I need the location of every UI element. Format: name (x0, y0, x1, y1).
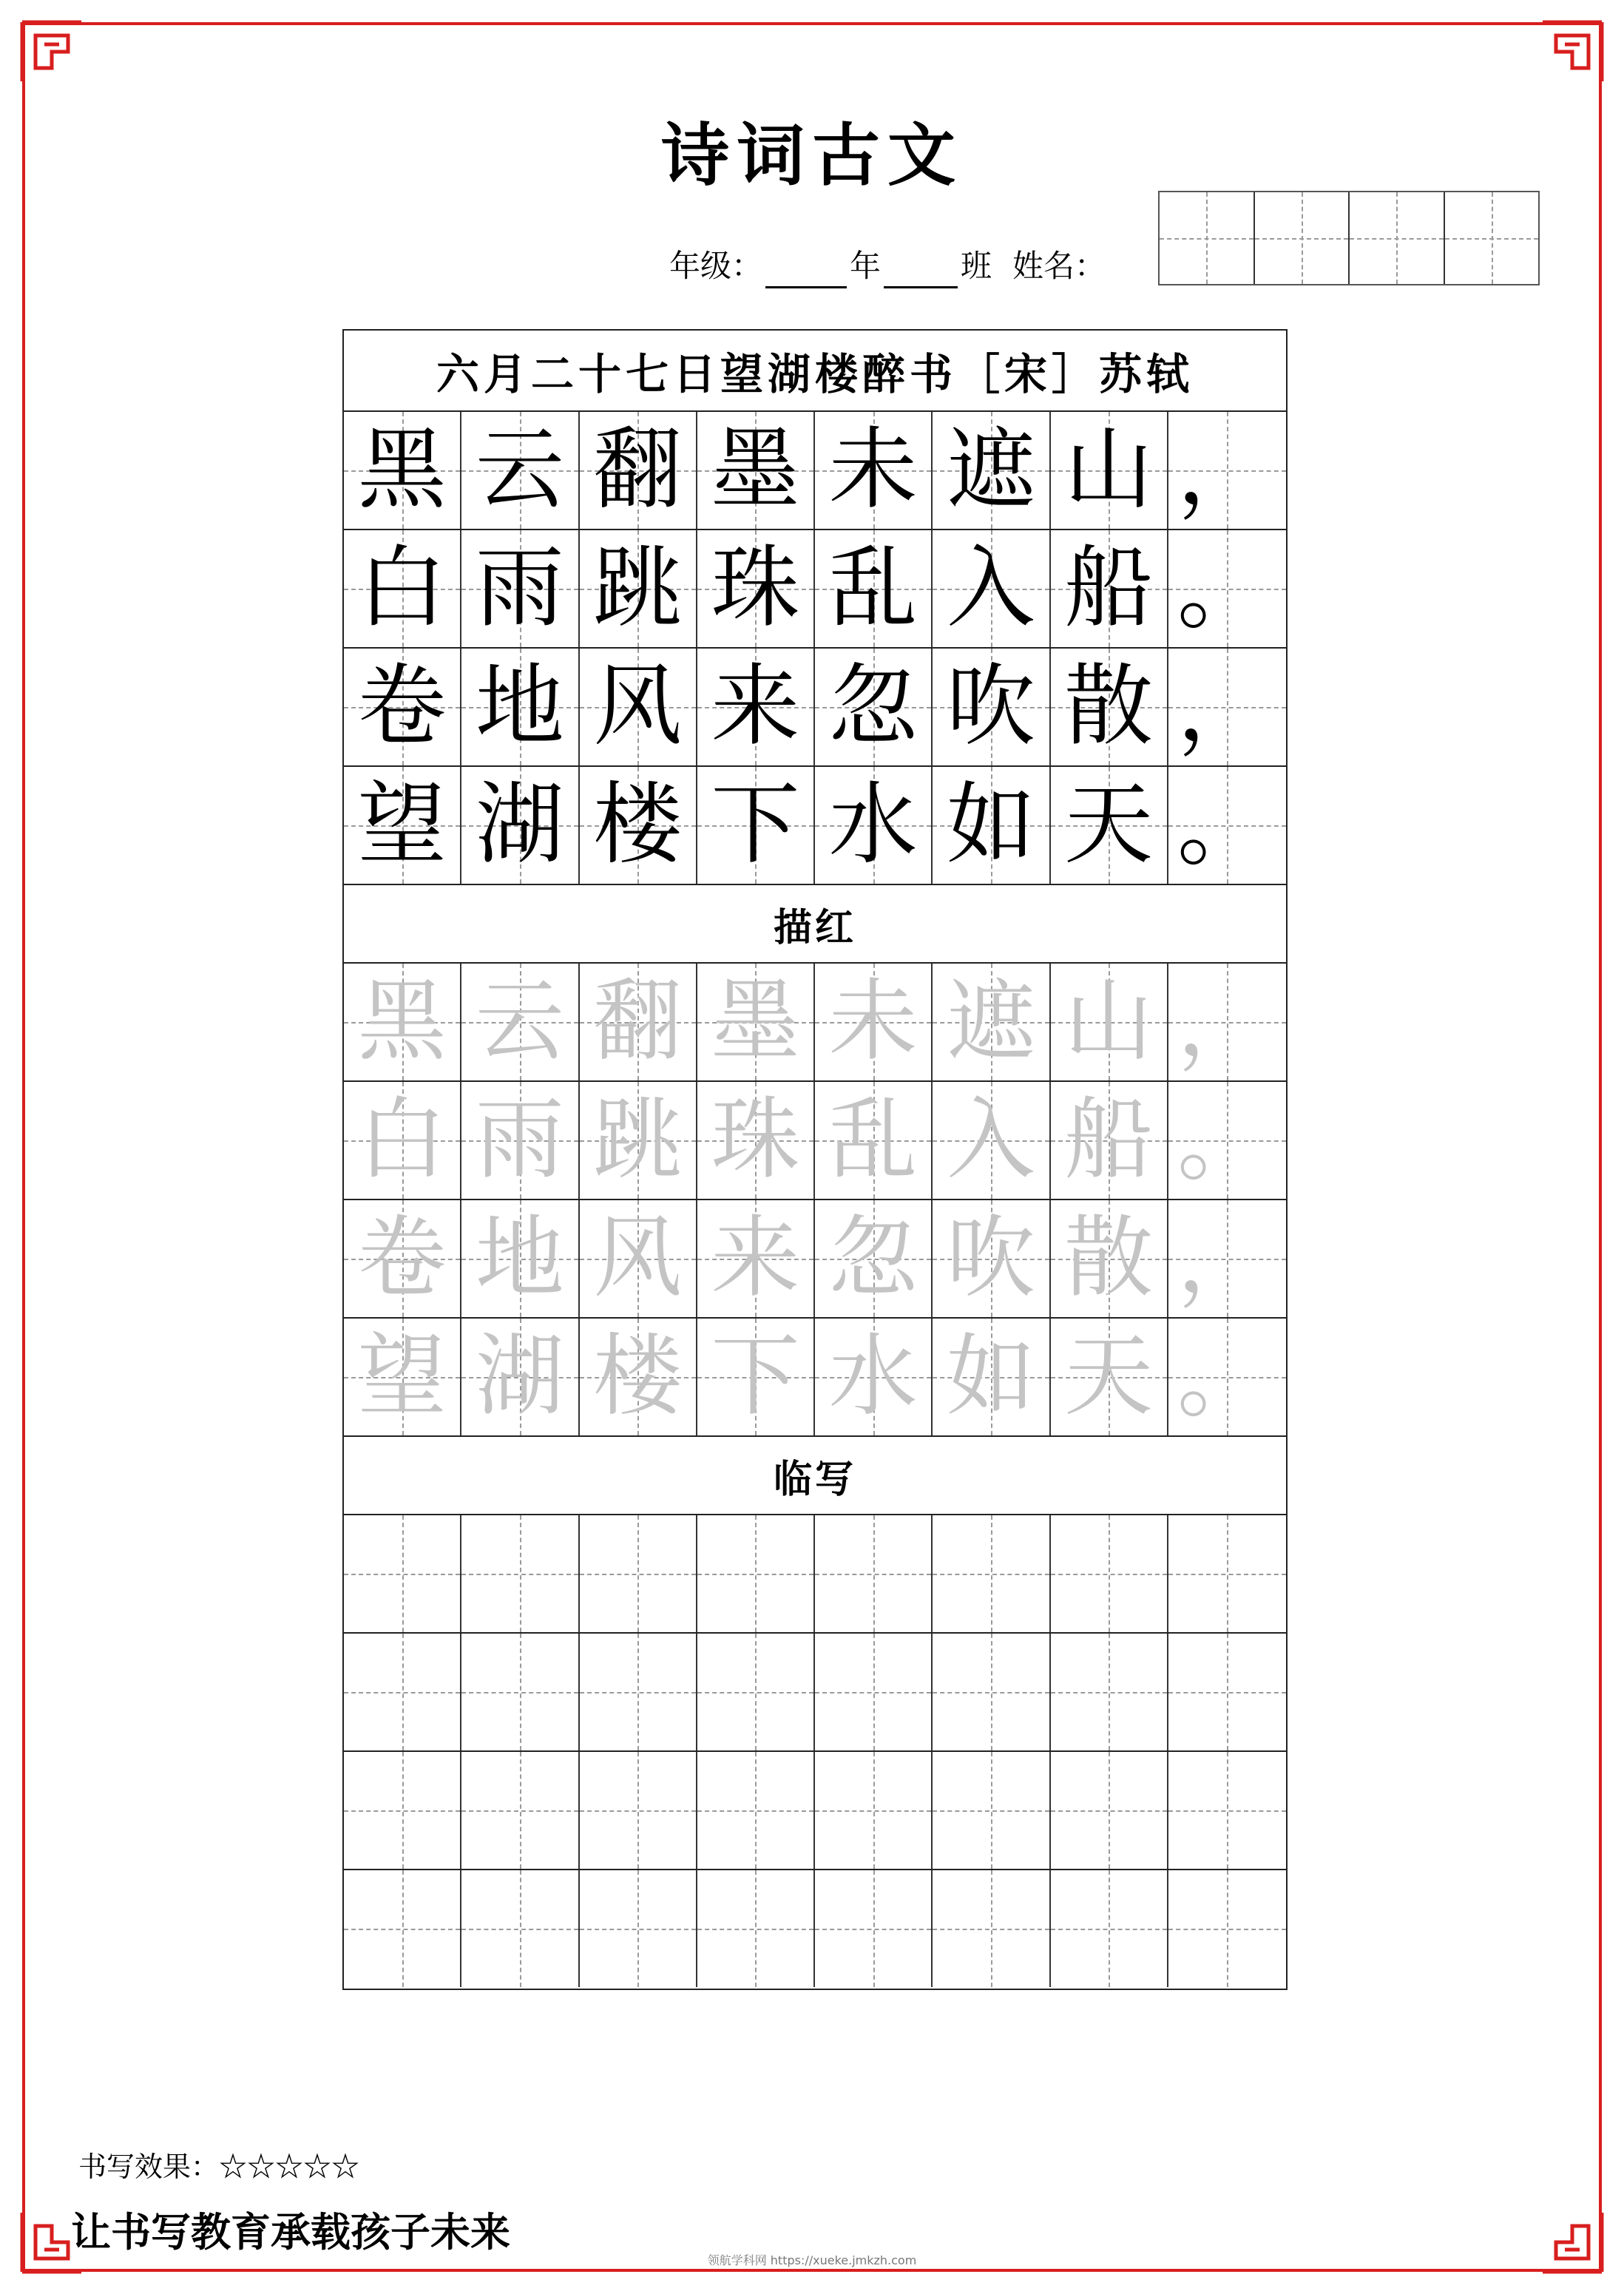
punctuation-char: ， (1177, 657, 1266, 760)
poem-char: 忽 (828, 655, 918, 758)
tian-grid-cell[interactable] (344, 1515, 461, 1632)
tian-grid-cell[interactable] (461, 1870, 579, 1987)
poem-trace-rows (344, 964, 1286, 1437)
tian-grid-cell (1168, 649, 1286, 765)
tian-grid-cell[interactable] (1168, 1515, 1286, 1632)
tian-grid-cell[interactable] (815, 1515, 933, 1632)
tian-grid-cell[interactable] (1051, 1515, 1168, 1632)
grid-row (344, 1082, 1286, 1200)
corner-ornament-bottom-right (1535, 2205, 1609, 2279)
poem-char: 下 (711, 774, 800, 876)
poem-char: 船 (1064, 537, 1154, 640)
tian-grid-cell[interactable] (933, 1515, 1050, 1632)
poem-char: 黑 (357, 970, 447, 1073)
tian-grid-cell (933, 1082, 1050, 1199)
poem-char: 入 (946, 1089, 1035, 1191)
tian-grid-cell[interactable] (580, 1634, 697, 1750)
tian-grid-cell (697, 649, 815, 765)
grid-row (344, 767, 1286, 885)
tian-grid-cell (697, 964, 815, 1080)
grid-row (344, 1870, 1286, 1989)
rating-stars[interactable]: ☆☆☆☆☆ (219, 2151, 360, 2183)
poem-char: 下 (711, 1325, 800, 1428)
tian-grid-cell (461, 767, 579, 884)
student-info-line (669, 244, 1106, 288)
tian-grid-cell (461, 530, 579, 647)
poem-char: 天 (1064, 774, 1154, 876)
corner-ornament-top-right (1535, 15, 1609, 89)
tian-grid-cell (344, 1082, 461, 1199)
poem-char: 卷 (357, 655, 447, 758)
tian-grid-cell[interactable] (1168, 1870, 1286, 1987)
tian-grid-cell (933, 964, 1050, 1080)
tian-grid-cell[interactable] (1051, 1752, 1168, 1869)
poem-char: 墨 (711, 419, 800, 521)
class-blank[interactable] (884, 251, 958, 288)
poem-char: 乱 (828, 1089, 918, 1191)
footer-watermark: 领航学科网 https://xueke.jmkzh.com (707, 2253, 917, 2267)
tian-grid-cell (580, 1200, 697, 1317)
poem-char: 未 (828, 419, 918, 521)
tian-grid-cell[interactable] (1168, 1752, 1286, 1869)
tian-grid-cell (580, 767, 697, 884)
poem-model-rows (344, 412, 1286, 885)
punctuation-char: ， (1177, 972, 1266, 1075)
poem-char: 地 (475, 1207, 564, 1310)
tian-grid-cell (344, 649, 461, 765)
poem-char: 吹 (946, 1207, 1035, 1310)
tian-grid-cell (1051, 1082, 1168, 1199)
tian-grid-cell (1168, 964, 1286, 1080)
tian-grid-cell (815, 530, 933, 647)
name-cell[interactable] (1255, 192, 1350, 284)
rating-label: 书写效果： (78, 2151, 220, 2183)
poem-char: 散 (1064, 1207, 1154, 1310)
tian-grid-cell[interactable] (344, 1870, 461, 1987)
writing-sheet (342, 329, 1288, 1990)
tian-grid-cell (1051, 1319, 1168, 1435)
punctuation-char: ， (1177, 421, 1266, 524)
poem-char: 入 (946, 537, 1035, 640)
tian-grid-cell[interactable] (580, 1752, 697, 1869)
grid-row (344, 649, 1286, 767)
tian-grid-cell (815, 1200, 933, 1317)
punctuation-char: 。 (1177, 539, 1266, 642)
tian-grid-cell (933, 1319, 1050, 1435)
tian-grid-cell (933, 412, 1050, 529)
poem-char: 来 (711, 1207, 800, 1310)
class-label: 班 (961, 248, 992, 284)
grade-label: 年级： (669, 248, 763, 284)
poem-char: 山 (1064, 970, 1154, 1073)
poem-char: 楼 (593, 1325, 683, 1428)
tian-grid-cell (1168, 530, 1286, 647)
poem-char: 天 (1064, 1325, 1154, 1428)
tian-grid-cell[interactable] (697, 1515, 815, 1632)
tian-grid-cell (580, 964, 697, 1080)
poem-char: 白 (357, 537, 447, 640)
tian-grid-cell (580, 1082, 697, 1199)
tian-grid-cell (461, 412, 579, 529)
tian-grid-cell (697, 1319, 815, 1435)
poem-char: 翻 (593, 419, 683, 521)
tian-grid-cell[interactable] (461, 1634, 579, 1750)
tian-grid-cell[interactable] (580, 1870, 697, 1987)
punctuation-char: 。 (1177, 1091, 1266, 1194)
tian-grid-cell (580, 1319, 697, 1435)
poem-char: 湖 (475, 1325, 564, 1428)
page-title: 诗词古文 (660, 115, 963, 195)
copy-section-label: 临写 (344, 1437, 1286, 1515)
poem-char: 卷 (357, 1207, 447, 1310)
tian-grid-cell (933, 1200, 1050, 1317)
tian-grid-cell (697, 530, 815, 647)
tian-grid-cell (1051, 412, 1168, 529)
tian-grid-cell (580, 649, 697, 765)
poem-char: 散 (1064, 655, 1154, 758)
grid-row (344, 964, 1286, 1082)
tian-grid-cell (815, 767, 933, 884)
poem-char: 如 (946, 1325, 1035, 1428)
tian-grid-cell (1168, 412, 1286, 529)
tian-grid-cell[interactable] (815, 1634, 933, 1750)
tian-grid-cell (1168, 1082, 1286, 1199)
tian-grid-cell (815, 1082, 933, 1199)
tian-grid-cell (1051, 964, 1168, 1080)
tian-grid-cell[interactable] (697, 1634, 815, 1750)
tian-grid-cell[interactable] (815, 1870, 933, 1987)
poem-char: 云 (475, 970, 564, 1073)
grid-row (344, 1634, 1286, 1752)
poem-char: 白 (357, 1089, 447, 1191)
tian-grid-cell (697, 1200, 815, 1317)
tian-grid-cell[interactable] (815, 1752, 933, 1869)
slogan: 让书写教育承载孩子未来 (71, 2208, 510, 2256)
tian-grid-cell (580, 412, 697, 529)
name-cell[interactable] (1445, 192, 1539, 284)
grid-row (344, 1200, 1286, 1319)
tian-grid-cell (461, 649, 579, 765)
poem-char: 黑 (357, 419, 447, 521)
corner-ornament-top-left (15, 15, 89, 89)
poem-char: 望 (357, 1325, 447, 1428)
poem-char: 珠 (711, 537, 800, 640)
grid-row (344, 1515, 1286, 1634)
tian-grid-cell (461, 964, 579, 1080)
punctuation-char: ， (1177, 1209, 1266, 1312)
tian-grid-cell (344, 964, 461, 1080)
poem-char: 遮 (946, 970, 1035, 1073)
poem-char: 未 (828, 970, 918, 1073)
grid-row (344, 1319, 1286, 1437)
year-label: 年 (850, 248, 882, 284)
poem-char: 地 (475, 655, 564, 758)
tian-grid-cell[interactable] (933, 1870, 1050, 1987)
poem-char: 跳 (593, 1089, 683, 1191)
poem-char: 雨 (475, 1089, 564, 1191)
poem-char: 风 (593, 1207, 683, 1310)
name-grid[interactable] (1158, 191, 1540, 285)
tian-grid-cell (344, 412, 461, 529)
tian-grid-cell (815, 1319, 933, 1435)
poem-char: 望 (357, 774, 447, 876)
poem-char: 翻 (593, 970, 683, 1073)
tian-grid-cell[interactable] (1168, 1634, 1286, 1750)
tian-grid-cell (815, 412, 933, 529)
grid-row (344, 412, 1286, 530)
tian-grid-cell (933, 530, 1050, 647)
tian-grid-cell (344, 767, 461, 884)
tian-grid-cell (344, 1200, 461, 1317)
poem-char: 跳 (593, 537, 683, 640)
tian-grid-cell (344, 1319, 461, 1435)
rating-line (78, 2148, 359, 2185)
tian-grid-cell (1168, 767, 1286, 884)
tian-grid-cell (815, 649, 933, 765)
poem-char: 风 (593, 655, 683, 758)
tian-grid-cell[interactable] (697, 1870, 815, 1987)
tian-grid-cell (933, 649, 1050, 765)
poem-char: 来 (711, 655, 800, 758)
tian-grid-cell (461, 1082, 579, 1199)
poem-copy-rows (344, 1515, 1286, 1989)
grid-row (344, 1752, 1286, 1870)
tian-grid-cell[interactable] (1051, 1870, 1168, 1987)
tian-grid-cell (815, 964, 933, 1080)
tian-grid-cell (580, 530, 697, 647)
name-cell[interactable] (1160, 192, 1255, 284)
tian-grid-cell (1168, 1319, 1286, 1435)
poem-char: 水 (828, 1325, 918, 1428)
tian-grid-cell (697, 412, 815, 529)
tian-grid-cell (1051, 1200, 1168, 1317)
poem-char: 珠 (711, 1089, 800, 1191)
trace-section-label: 描红 (344, 885, 1286, 964)
tian-grid-cell (1051, 767, 1168, 884)
tian-grid-cell (1051, 649, 1168, 765)
poem-title: 六月二十七日望湖楼醉书［宋］苏轼 (344, 331, 1286, 412)
tian-grid-cell (344, 530, 461, 647)
poem-char: 墨 (711, 970, 800, 1073)
poem-char: 水 (828, 774, 918, 876)
name-label: 姓名： (1012, 248, 1106, 284)
poem-char: 船 (1064, 1089, 1154, 1191)
tian-grid-cell[interactable] (461, 1515, 579, 1632)
poem-char: 湖 (475, 774, 564, 876)
tian-grid-cell[interactable] (344, 1634, 461, 1750)
tian-grid-cell (697, 1082, 815, 1199)
punctuation-char: 。 (1177, 776, 1266, 879)
grid-row (344, 530, 1286, 649)
tian-grid-cell[interactable] (344, 1752, 461, 1869)
poem-char: 如 (946, 774, 1035, 876)
tian-grid-cell (1168, 1200, 1286, 1317)
tian-grid-cell (1051, 530, 1168, 647)
poem-char: 吹 (946, 655, 1035, 758)
tian-grid-cell (933, 767, 1050, 884)
tian-grid-cell (461, 1319, 579, 1435)
poem-char: 云 (475, 419, 564, 521)
tian-grid-cell[interactable] (580, 1515, 697, 1632)
tian-grid-cell[interactable] (933, 1752, 1050, 1869)
tian-grid-cell[interactable] (933, 1634, 1050, 1750)
poem-char: 山 (1064, 419, 1154, 521)
poem-char: 雨 (475, 537, 564, 640)
poem-char: 忽 (828, 1207, 918, 1310)
name-cell[interactable] (1350, 192, 1445, 284)
punctuation-char: 。 (1177, 1327, 1266, 1430)
poem-char: 楼 (593, 774, 683, 876)
tian-grid-cell (697, 767, 815, 884)
tian-grid-cell[interactable] (1051, 1634, 1168, 1750)
poem-char: 乱 (828, 537, 918, 640)
tian-grid-cell (461, 1200, 579, 1317)
tian-grid-cell[interactable] (697, 1752, 815, 1869)
tian-grid-cell[interactable] (461, 1752, 579, 1869)
grade-blank[interactable] (765, 251, 847, 288)
poem-char: 遮 (946, 419, 1035, 521)
